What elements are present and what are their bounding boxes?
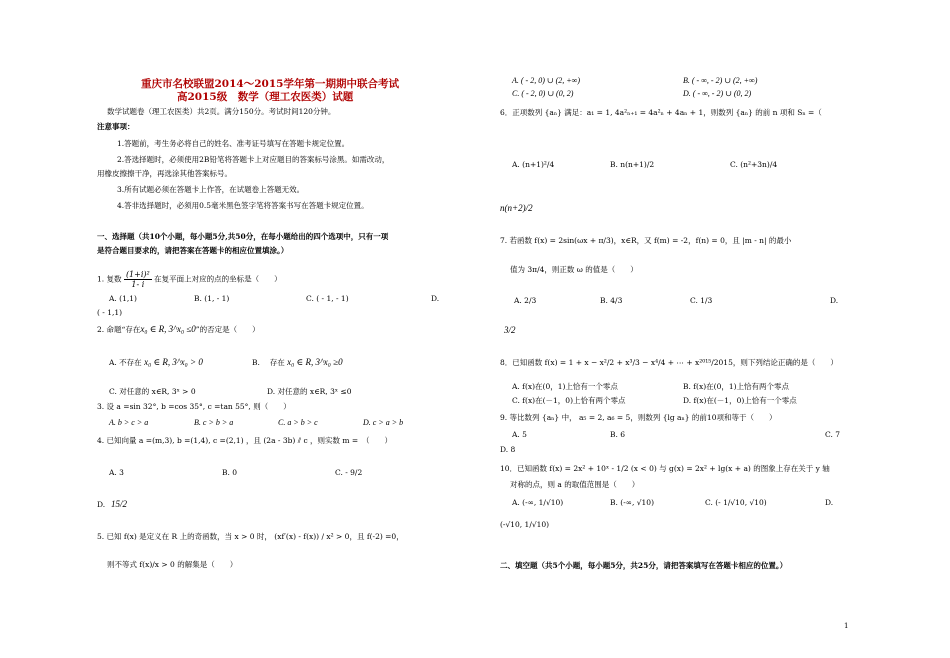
section2-heading: 二、填空题（共5个小题，每小题5分，共25分，请把答案填写在答题卡相应的位置。） [500,561,788,570]
q8-option-b: B. f(x)在(0，1)上恰有两个零点 [683,382,790,391]
q9-option-a: A. 5 [512,430,527,439]
q9-stem: 9. 等比数列 {aₙ} 中， a₅ = 2, a₆ = 5，则数列 {lg aₙ} 的前10项和等于（ ） [500,413,777,422]
q4-option-b: B. 0 [222,468,238,477]
q7-option-c: C. 1/3 [690,296,713,305]
q5-stem-2: 则不等式 f(x)/x > 0 的解集是（ ） [107,560,238,569]
q5-option-a: A. ( - 2, 0) ∪ (2, +∞) [512,76,581,85]
q7-option-a: A. 2/3 [514,296,537,305]
q10-stem-2: 对称的点，则 a 的取值范围是（ ） [510,480,640,489]
q3-stem: 3. 设 a =sin 32°, b =cos 35°, c =tan 55°, 则（ ） [97,402,291,411]
q2-option-b: B. 存在 x₀ ∈ R, 3^x₀ ≥0 [252,357,343,367]
q10-option-c: C. (- 1/√10, √10) [705,498,767,507]
q7-stem-2: 值为 3π/4，则正数 ω 的值是（ ） [510,265,638,274]
q9-option-b: B. 6 [610,430,626,439]
q9-option-d: D. 8 [500,445,516,454]
q2-stem: 2. 命题“存在x₀ ∈ R, 3^x₀ ≤0”的否定是（ ） [97,324,260,334]
note-3: 3.所有试题必须在答题卡上作答，在试题卷上答题无效。 [117,185,305,194]
q6-option-c: C. (n²+3n)/4 [730,160,778,169]
q1-option-b: B. (1, - 1) [194,294,230,303]
q1-option-a: A. (1,1) [109,294,137,303]
q3-option-a: A. b > c > a [109,418,149,427]
q8-option-d: D. f(x)在(－1，0)上恰有一个零点 [683,396,797,405]
q2-option-c: C. 对任意的 x∈R, 3ˣ > 0 [109,387,196,396]
q8-option-a: A. f(x)在(0，1)上恰有一个零点 [512,382,618,391]
page-number: 1 [844,622,849,630]
q4-option-d: 15/2 [111,499,128,509]
note-1: 1.答题前，考生务必将自己的姓名、准考证号填写在答题卡规定位置。 [117,139,350,148]
q3-option-b: B. c > b > a [194,418,234,427]
q7-option-d-label: D. [830,296,839,305]
q5-option-c: C. ( - 2, 0) ∪ (0, 2) [512,89,574,98]
note-2: 2.答选择题时，必须使用2B铅笔将答题卡上对应题目的答案标号涂黑。如需改动， [117,155,390,164]
note-2b: 用橡皮擦擦干净，再选涂其他答案标号。 [97,169,232,178]
q4-option-a: A. 3 [109,468,124,477]
notice-heading: 注意事项： [97,122,135,131]
q7-option-b: B. 4/3 [600,296,623,305]
q1-option-c: C. ( - 1, - 1) [306,294,349,303]
q7-stem: 7. 若函数 f(x) = 2sin(ωx + π/3)，x∈R，又 f(m) = -2，f(n) = 0，且 |m - n| 的最小 [500,236,792,245]
q6-stem: 6．正项数列 {aₙ} 满足：a₁ = 1, 4a²ₙ₊₁ = 4a²ₙ + 4aₙ + 1，则数列 {aₙ} 的前 n 项和 Sₙ =（ [500,108,822,117]
q10-option-a: A. (-∞, 1/√10) [512,498,564,507]
q6-option-a: A. (n+1)²/4 [512,160,555,169]
q8-stem: 8．已知函数 f(x) = 1 + x − x²/2 + x³/3 − x⁴/4 + ⋯ + x²⁰¹⁵/2015，则下列结论正确的是（ ） [500,358,838,367]
q8-option-c: C. f(x)在(－1，0)上恰有两个零点 [512,396,626,405]
q10-option-d: (-√10, 1/√10) [500,520,550,529]
section1-heading-2: 是符合题目要求的，请把答案在答题卡的相应位置填涂。） [97,246,289,255]
section1-heading: 一、选择题（共10个小题，每小题5分,共50分，在每小题给出的四个选项中，只有一项 [97,232,389,241]
q5-option-b: B. ( - ∞, - 2) ∪ (2, +∞) [683,76,758,85]
q5-stem: 5. 已知 f(x) 是定义在 R 上的奇函数，当 x > 0 时， (xf′(x) - f(x)) / x² > 0，且 f(-2) =0， [97,532,404,541]
q6-option-d: n(n+2)/2 [500,203,533,213]
exam-title: 重庆市名校联盟2014～2015学年第一期期中联合考试 [141,78,399,90]
q2-option-d: D. 对任意的 x∈R, 3ˣ ≤0 [267,387,352,396]
q7-option-d: 3/2 [504,325,516,335]
intro-text: 数学试题卷（理工农医类）共2页。满分150分。考试时间120分钟。 [107,107,336,116]
q1-stem: 1. 复数 $\frac{\text{(1+i)²}}{1- i}$ 在复平面上对应的点的坐标是（ ） [97,270,282,289]
q3-option-c: C. a > b > c [278,418,318,427]
q10-option-d-label: D. [825,498,834,507]
q6-option-b: B. n(n+1)/2 [610,160,655,169]
q4-option-c: C. - 9/2 [335,468,363,477]
q2-option-a: A. 不存在 x₀ ∈ R, 3^x₀ > 0 [109,357,203,367]
q9-option-c: C. 7 [825,430,841,439]
note-4: 4.答非选择题时，必须用0.5毫米黑色签字笔将答案书写在答题卡规定位置。 [117,201,369,210]
q4-option-d-label: D. [97,500,106,509]
q10-stem: 10．已知函数 f(x) = 2x² + 10ˣ - 1/2 (x < 0) 与 g(x) = 2x² + lg(x + a) 的图象上存在关于 y 轴 [500,464,830,473]
q5-option-d: D. ( - ∞, - 2) ∪ (0, 2) [683,89,752,98]
q3-option-d: D. c > a > b [363,418,404,427]
q10-option-b: B. (-∞, √10) [610,498,655,507]
q1-option-d: ( - 1,1) [97,308,123,317]
q1-option-d-label: D. [431,294,440,303]
exam-subtitle: 高2015级 数学（理工农医类）试题 [177,91,354,103]
q4-stem: 4. 已知向量 a =(m,3), b =(1,4), c =(2,1) ，且 (2a - 3b) ⫽ c ，则实数 m = （ ） [97,436,392,445]
